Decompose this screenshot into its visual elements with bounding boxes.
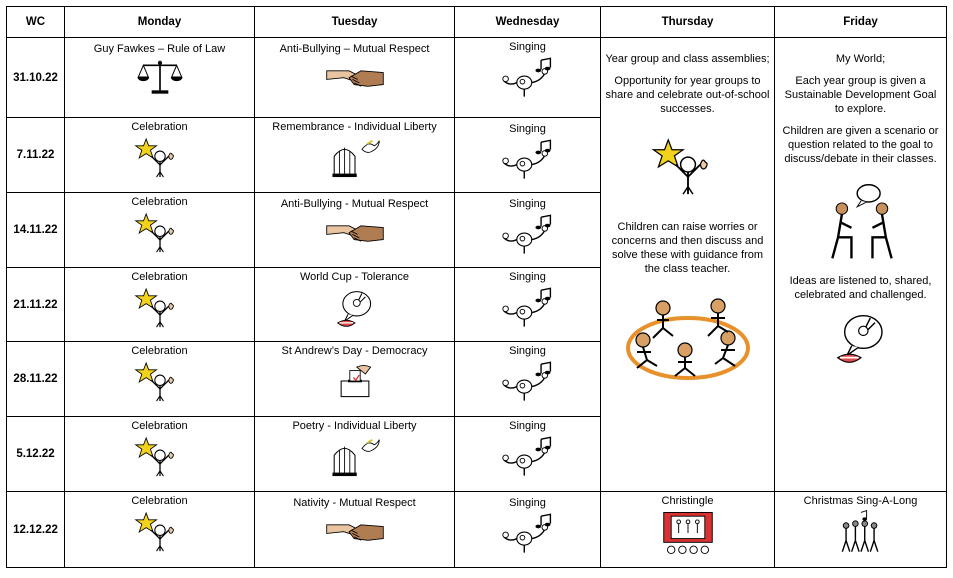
wednesday-cell	[455, 417, 601, 492]
wednesday-label: Singing	[509, 198, 546, 210]
tuesday-label: World Cup - Tolerance	[299, 271, 410, 283]
header-wednesday: Wednesday	[455, 7, 601, 38]
ballot-box-icon	[329, 360, 381, 402]
star-celebration-icon	[134, 435, 186, 479]
friday-last-cell	[775, 492, 947, 568]
choir-icon	[833, 510, 889, 556]
wc-date: 28.11.22	[7, 342, 65, 417]
scales-icon	[135, 58, 185, 96]
handshake-icon	[325, 213, 385, 249]
tuesday-label: Anti-Bullying – Mutual Respect	[279, 43, 430, 55]
wednesday-label: Singing	[509, 123, 546, 135]
star-celebration-icon	[651, 124, 725, 210]
wednesday-cell	[455, 342, 601, 417]
wednesday-cell	[455, 38, 601, 118]
wednesday-cell	[455, 118, 601, 193]
wednesday-label: Singing	[509, 345, 546, 357]
star-celebration-icon	[134, 211, 186, 255]
monday-label: Celebration	[131, 420, 188, 432]
circle-discussion-icon	[623, 288, 753, 388]
friday-last-label: Christmas Sing-A-Long	[803, 495, 918, 507]
monday-cell	[65, 492, 255, 568]
header-tuesday: Tuesday	[255, 7, 455, 38]
wednesday-label: Singing	[509, 41, 546, 53]
singing-person-icon	[500, 512, 556, 554]
singing-person-icon	[500, 213, 556, 255]
monday-label: Celebration	[131, 271, 188, 283]
star-celebration-icon	[134, 510, 186, 554]
monday-cell	[65, 193, 255, 268]
friday-text-4: Ideas are listened to, shared, celebrated and challenged.	[789, 275, 932, 301]
friday-cell	[775, 38, 947, 492]
birdcage-icon	[329, 435, 381, 479]
wednesday-cell	[455, 193, 601, 268]
header-thursday: Thursday	[601, 7, 775, 38]
tuesday-cell	[255, 38, 455, 118]
thursday-text-2: Opportunity for year groups to share and celebrate out-of-school successes.	[605, 75, 770, 115]
star-celebration-icon	[134, 136, 186, 180]
tuesday-label: Anti-Bullying - Mutual Respect	[280, 198, 429, 210]
tuesday-cell	[255, 342, 455, 417]
friday-text-3: Children are given a scenario or question related to the goal to discuss/debate in their classes.	[782, 125, 939, 165]
monday-cell	[65, 118, 255, 193]
header-row	[7, 7, 947, 38]
tuesday-cell	[255, 492, 455, 568]
tuesday-cell	[255, 193, 455, 268]
header-wc: WC	[7, 7, 65, 38]
birdcage-icon	[329, 136, 381, 180]
handshake-icon	[325, 512, 385, 548]
speech-ok-icon	[329, 286, 381, 332]
singing-person-icon	[500, 360, 556, 402]
monday-cell	[65, 38, 255, 118]
tuesday-label: St Andrew’s Day - Democracy	[281, 345, 428, 357]
monday-cell	[65, 268, 255, 342]
two-people-talking-icon	[813, 180, 909, 266]
friday-text-1: My World;	[835, 53, 886, 65]
star-celebration-icon	[134, 286, 186, 330]
wc-date: 21.11.22	[7, 268, 65, 342]
speech-ok-icon	[826, 310, 896, 368]
tuesday-cell	[255, 417, 455, 492]
tuesday-cell	[255, 118, 455, 193]
thursday-text-1: Year group and class assemblies;	[605, 53, 770, 65]
header-friday: Friday	[775, 7, 947, 38]
wednesday-label: Singing	[509, 497, 546, 509]
thursday-last-label: Christingle	[661, 495, 714, 507]
table-row	[7, 38, 947, 118]
singing-person-icon	[500, 138, 556, 180]
monday-label: Guy Fawkes – Rule of Law	[93, 43, 226, 55]
stage-icon	[660, 510, 716, 556]
monday-cell	[65, 342, 255, 417]
singing-person-icon	[500, 56, 556, 98]
wednesday-cell	[455, 492, 601, 568]
thursday-cell	[601, 38, 775, 492]
wc-date: 12.12.22	[7, 492, 65, 568]
table-row	[7, 492, 947, 568]
monday-label: Celebration	[131, 495, 188, 507]
wednesday-label: Singing	[509, 420, 546, 432]
wednesday-cell	[455, 268, 601, 342]
friday-text-2: Each year group is given a Sustainable Development Goal to explore.	[784, 75, 937, 115]
wc-date: 5.12.22	[7, 417, 65, 492]
thursday-text-3: Children can raise worries or concerns and then discuss and solve these with guidance from the class teacher.	[611, 221, 764, 275]
wc-date: 14.11.22	[7, 193, 65, 268]
tuesday-label: Nativity - Mutual Respect	[293, 497, 416, 509]
star-celebration-icon	[134, 360, 186, 404]
handshake-icon	[325, 58, 385, 94]
tuesday-label: Poetry - Individual Liberty	[292, 420, 417, 432]
tuesday-label: Remembrance - Individual Liberty	[272, 121, 437, 133]
schedule-table	[6, 6, 947, 568]
wednesday-label: Singing	[509, 271, 546, 283]
tuesday-cell	[255, 268, 455, 342]
monday-label: Celebration	[131, 345, 188, 357]
monday-label: Celebration	[131, 121, 188, 133]
header-monday: Monday	[65, 7, 255, 38]
monday-label: Celebration	[131, 196, 188, 208]
singing-person-icon	[500, 435, 556, 477]
wc-date: 7.11.22	[7, 118, 65, 193]
thursday-last-cell	[601, 492, 775, 568]
monday-cell	[65, 417, 255, 492]
singing-person-icon	[500, 286, 556, 328]
wc-date: 31.10.22	[7, 38, 65, 118]
